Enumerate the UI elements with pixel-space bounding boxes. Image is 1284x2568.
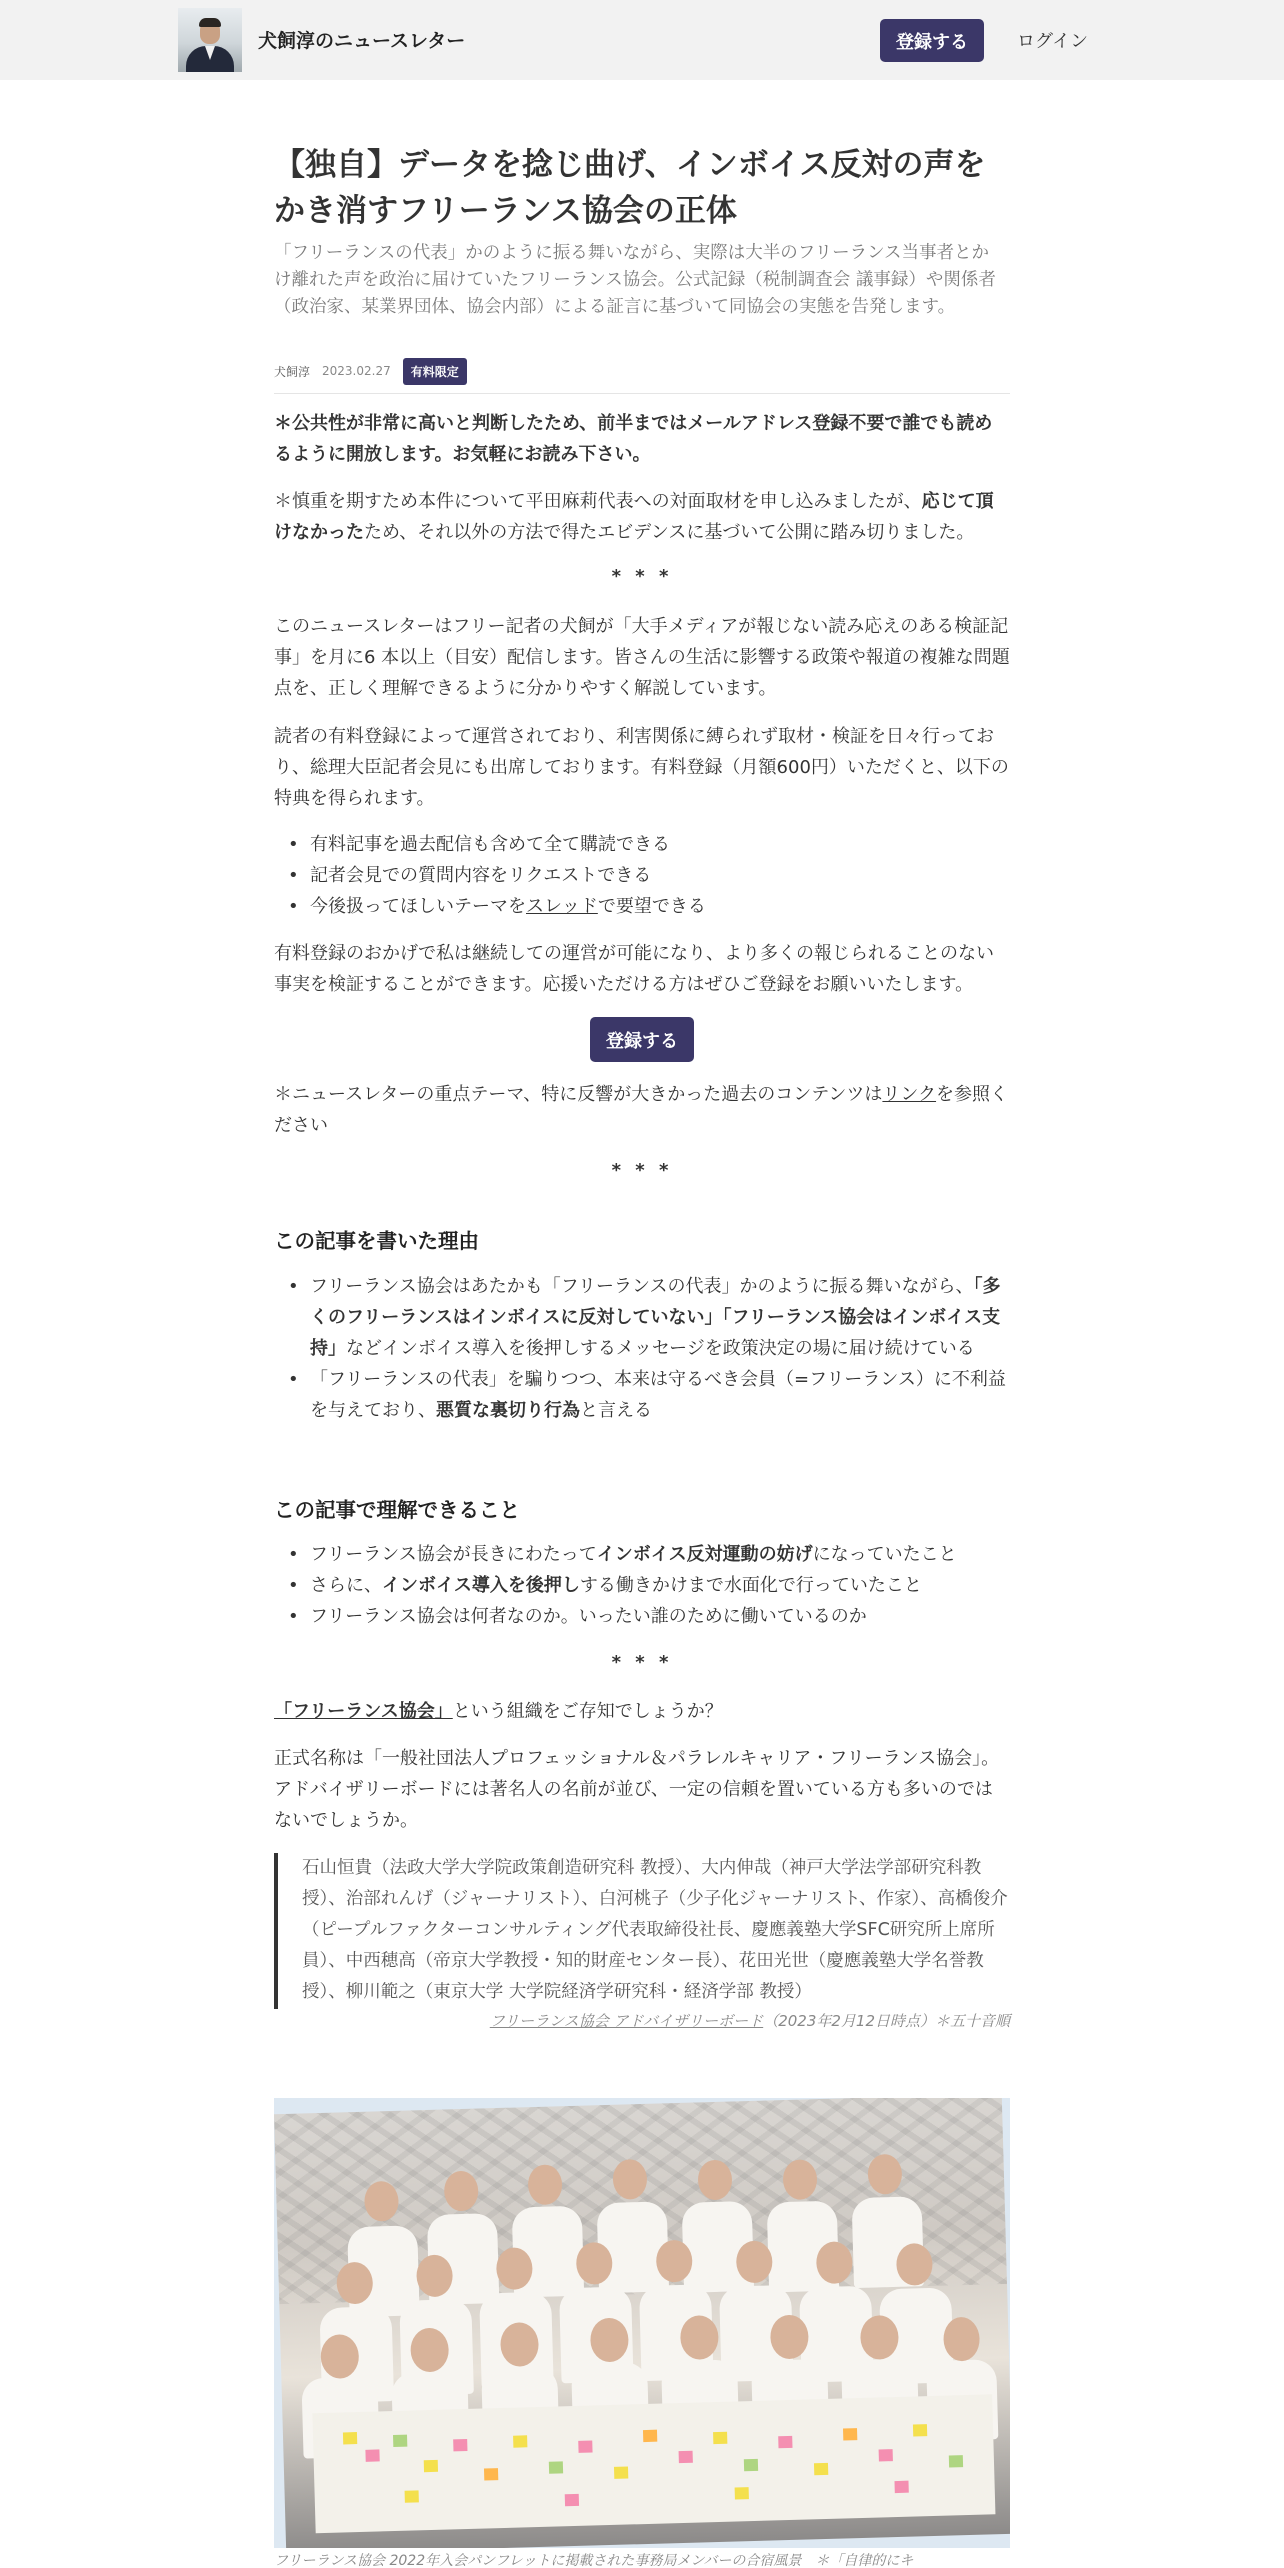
publish-date: 2023.02.27 [322, 364, 391, 378]
benefits-list [274, 829, 1010, 922]
article-meta [274, 357, 467, 385]
section-separator: * * * [611, 1652, 673, 1673]
header-subscribe-button[interactable]: 登録する [880, 19, 984, 62]
thread-link[interactable]: スレッド [526, 896, 598, 917]
list-item: • 有料記事を過去配信も含めて全て購読できる [274, 829, 1010, 860]
quote-citation: フリーランス協会 アドバイザリーボード（2023年2月12日時点）＊五十音順 [489, 2012, 1010, 2030]
photo-caption: フリーランス協会 2022年入会パンフレットに掲載された事務局メンバーの合宿風景 ＊「自律的にキ [274, 2553, 914, 2568]
list-item: • 「フリーランスの代表」を騙りつつ、本来は守るべき会員（=フリーランス）に不利益を与えており、悪質な裏切り行為と言える [274, 1364, 1010, 1426]
official-name-paragraph: 正式名称は「一般社団法人プロフェッショナル＆パラレルキャリア・フリーランス協会」。アドバイザリーボードには著名人の名前が並び、一定の信頼を置いている方も多いのではないでしょうか。 [274, 1748, 1000, 1831]
login-link[interactable]: ログイン [1017, 31, 1089, 52]
notice-interview: ＊慎重を期すため本件について平田麻莉代表への対面取材を申し込みましたが、応じて頂けなかったため、それ以外の方法で得たエビデンスに基づいて公開に踏み切りました。 [274, 491, 994, 543]
photo-content [274, 2098, 1010, 2548]
list-item: • フリーランス協会はあたかも「フリーランスの代表」かのように振る舞いながら、「多くのフリーランスはインボイスに反対していない」「フリーランス協会はインボイス支持」などインボイス導入を後押しするメッセージを政策決定の場に届け続けている [274, 1271, 1010, 1364]
author-avatar[interactable] [178, 8, 242, 72]
list-item: • 記者会見での質問内容をリクエストできる [274, 860, 1010, 891]
advisory-board-quote: 石山恒貴（法政大学大学院政策創造研究科 教授）、大内伸哉（神戸大学法学部研究科教授）、治部れんげ（ジャーナリスト）、白河桃子（少子化ジャーナリスト、作家）、高橋俊介（ピープルファクターコンサルティング代表取締役社長、慶應義塾大学SFC研究所上席所員）、中西穂高（帝京大学教授・知的財産センター長）、花田光世（慶應義塾大学名誉教授）、柳川範之（東京大学 大学院経済学研究科・経済学部 教授） [274, 1853, 1010, 2009]
list-item: • フリーランス協会は何者なのか。いったい誰のために働いているのか [274, 1601, 1010, 1632]
notice-open-access: ＊公共性が非常に高いと判断したため、前半まではメールアドレス登録不要で誰でも読めるように開放します。お気軽にお読み下さい。 [274, 413, 993, 465]
top-header [0, 0, 1284, 80]
divider [274, 393, 1010, 394]
learn-heading: この記事で理解できること [274, 1498, 520, 1522]
list-item: • フリーランス協会が長きにわたってインボイス反対運動の妨げになっていたこと [274, 1539, 1010, 1570]
intro-paragraph: このニュースレターはフリー記者の犬飼が「大手メディアが報じない読み応えのある検証記事」を月に6 本以上（目安）配信します。皆さんの生活に影響する政策や報道の複雑な問題点を、正しく理解できるように分かりやすく解説しています。 [274, 616, 1010, 699]
list-item: • さらに、インボイス導入を後押しする働きかけまで水面化で行っていたこと [274, 1570, 1010, 1601]
org-question: 「フリーランス協会」という組織をご存知でしょうか？ [274, 1701, 723, 1722]
learn-list [274, 1539, 1010, 1632]
article-title: 【独自】データを捻じ曲げ、インボイス反対の声をかき消すフリーランス協会の正体 [274, 147, 986, 229]
author-name[interactable]: 犬飼淳 [274, 364, 311, 379]
reason-list [274, 1271, 1010, 1426]
paid-only-badge: 有料限定 [403, 358, 467, 385]
freelance-association-link[interactable]: 「フリーランス協会」 [274, 1701, 453, 1722]
subscribe-button[interactable]: 登録する [590, 1017, 694, 1062]
support-paragraph: 有料登録のおかげで私は継続しての運営が可能になり、より多くの報じられることのない事実を検証することができます。応援いただける方はぜひご登録をお願いいたします。 [274, 943, 994, 995]
article-subtitle: 「フリーランスの代表」かのように振る舞いながら、実際は大半のフリーランス当事者とかけ離れた声を政治に届けていたフリーランス協会。公式記録（税制調査会 議事録）や関係者（政治家、某業界団体、協会内部）による証言に基づいて同協会の実態を告発します。 [274, 243, 996, 317]
advisory-board-link[interactable]: フリーランス協会 アドバイザリーボード [489, 2012, 764, 2030]
subscription-paragraph: 読者の有料登録によって運営されており、利害関係に縛られず取材・検証を日々行っており、総理大臣記者会見にも出席しております。有料登録（月額600円）いただくと、以下の特典を得られます。 [274, 726, 1009, 809]
sticky-note-board [312, 2394, 995, 2533]
site-title[interactable]: 犬飼淳のニュースレター [258, 30, 466, 52]
section-separator: * * * [611, 566, 673, 587]
staff-group-photo[interactable] [274, 2098, 1010, 2548]
past-content-link[interactable]: リンク [882, 1084, 937, 1105]
list-item: • 今後扱ってほしいテーマをスレッドで要望できる [274, 891, 1010, 922]
link-note: ＊ニュースレターの重点テーマ、特に反響が大きかった過去のコンテンツはリンクを参照ください [274, 1084, 1009, 1136]
section-separator: * * * [611, 1160, 673, 1181]
reason-heading: この記事を書いた理由 [274, 1229, 479, 1253]
